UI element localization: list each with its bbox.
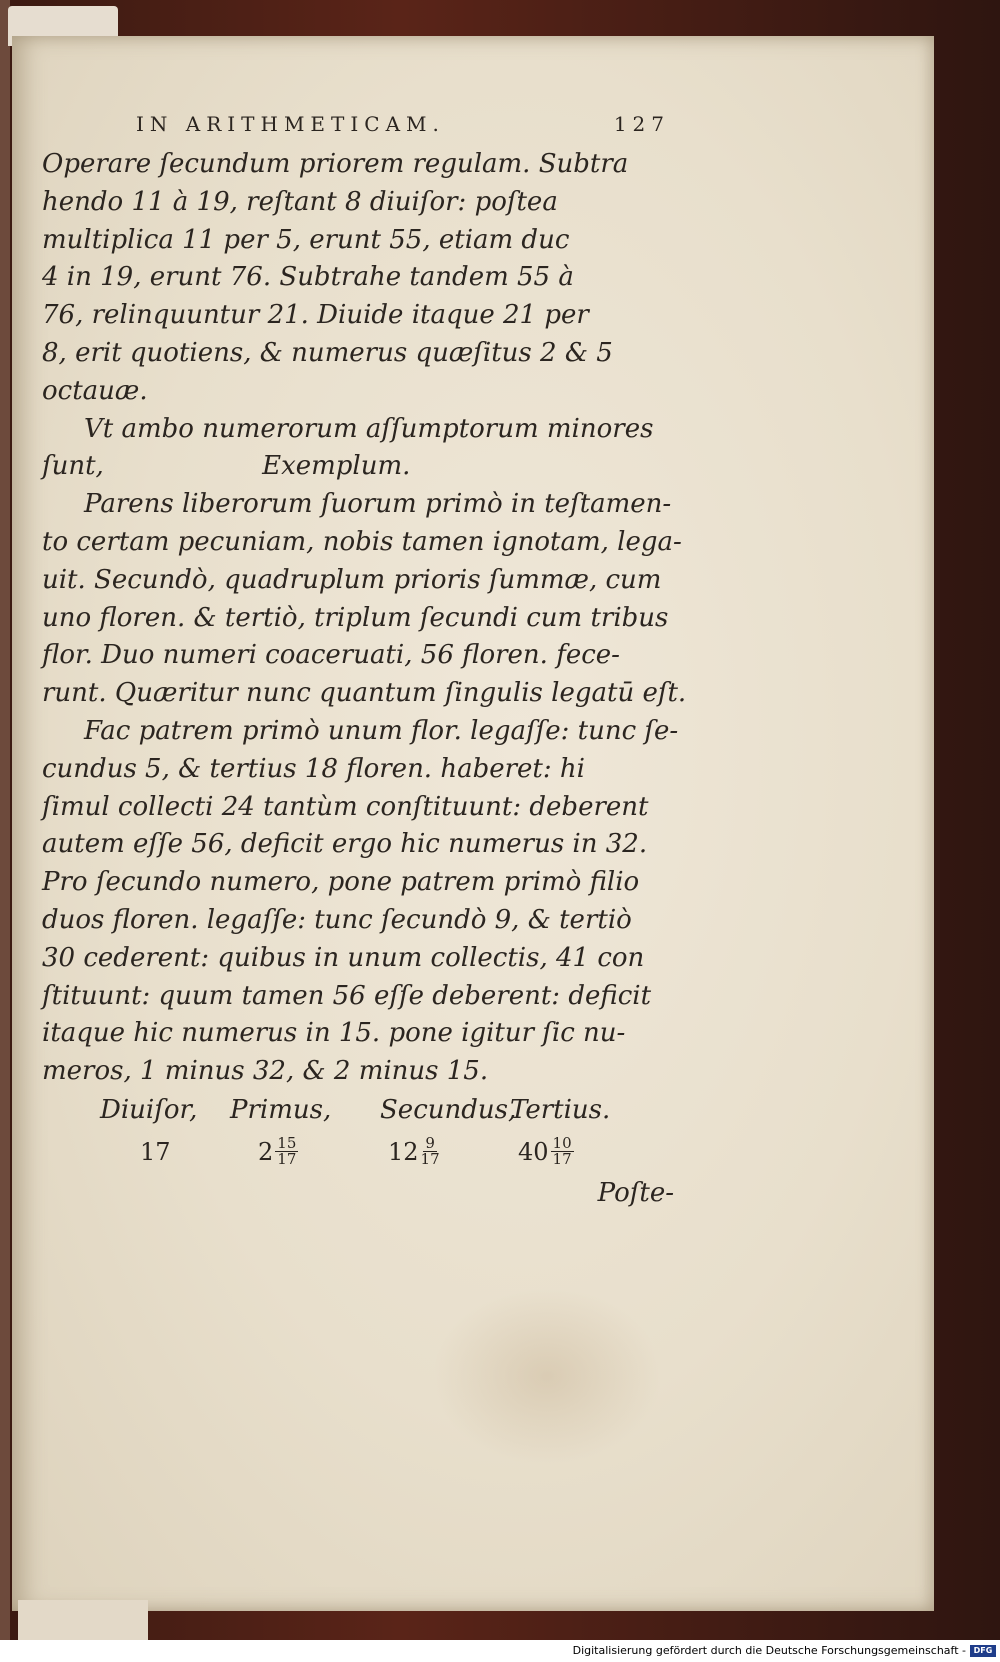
- text-line: octauæ.: [42, 375, 148, 406]
- text-line: duos floren. legaſſe: tunc ſecundò 9, & tertiò: [42, 904, 632, 935]
- text-line: Vt ambo numerorum aſſumptorum minores: [84, 413, 654, 444]
- digitization-footer: [0, 1640, 1000, 1662]
- text-fragment: ſunt,: [42, 451, 104, 482]
- text-line: [40, 448, 680, 486]
- text-line: hendo 11 à 19, reſtant 8 diuiſor: poſtea: [42, 186, 558, 217]
- fraction-denominator: 17: [420, 1150, 440, 1169]
- divisor-value: 17: [140, 1137, 171, 1166]
- text-line: itaque hic numerus in 15. pone igitur ſic nu-: [42, 1018, 626, 1049]
- text-line: uit. Secundò, quadruplum prioris ſummæ, cum: [42, 564, 662, 595]
- text-line: 4 in 19, erunt 76. Subtrahe tandem 55 à: [42, 262, 574, 293]
- text-line: Pro ſecundo numero, pone patrem primò filio: [42, 867, 640, 898]
- secundus-value: [388, 1129, 518, 1175]
- text-line: 76, relinquuntur 21. Diuide itaque 21 per: [42, 300, 589, 331]
- text-line: 8, erit quotiens, & numerus quæſitus 2 & 5: [42, 337, 613, 368]
- text-line: to certam pecuniam, nobis tamen ignotam, lega-: [42, 526, 682, 557]
- page-number: 127: [613, 112, 670, 136]
- page-tab-bottom: [18, 1600, 148, 1640]
- fraction-numerator: 9: [425, 1134, 435, 1153]
- tertius-value: [518, 1129, 618, 1175]
- fraction-denominator: 17: [552, 1150, 572, 1169]
- running-head-title: IN ARITHMETICAM.: [136, 112, 445, 136]
- fraction-denominator: 17: [277, 1150, 297, 1169]
- page-stain: [432, 1286, 662, 1466]
- text-line: flor. Duo numeri coaceruati, 56 floren. fece-: [42, 640, 620, 671]
- dfg-logo-icon: DFG: [970, 1645, 996, 1657]
- text-line: autem eſſe 56, deficit ergo hic numerus in 32.: [42, 829, 648, 860]
- fraction-numerator: 15: [277, 1134, 297, 1153]
- table-header-row: [40, 1091, 680, 1129]
- catchword: Poſte-: [597, 1177, 674, 1208]
- text-line: 30 cederent: quibus in unum collectis, 41 con: [42, 942, 645, 973]
- text-line: meros, 1 minus 32, & 2 minus 15.: [42, 1056, 489, 1087]
- text-line: runt. Quæritur nunc quantum ſingulis legatū eſt.: [42, 678, 687, 709]
- text-line: Operare ſecundum priorem regulam. Subtra: [42, 149, 629, 179]
- table-header-tertius: Tertius.: [510, 1094, 611, 1125]
- primus-value: [258, 1129, 388, 1175]
- tertius-whole: 40: [518, 1137, 549, 1166]
- exemplum-heading: Exemplum.: [262, 451, 411, 482]
- text-line: multiplica 11 per 5, erunt 55, etiam duc: [42, 224, 570, 255]
- page-text: [40, 108, 687, 1211]
- text-line: Fac patrem primò unum flor. legaſſe: tunc ſe-: [84, 715, 679, 746]
- table-value-row: [40, 1129, 680, 1175]
- tertius-fraction: [551, 1136, 574, 1167]
- secundus-fraction: [421, 1136, 440, 1167]
- primus-whole: 2: [258, 1137, 274, 1166]
- text-line: Parens liberorum ſuorum primò in teſtamen-: [84, 489, 672, 520]
- primus-fraction: [275, 1136, 298, 1167]
- text-line: cundus 5, & tertius 18 floren. haberet: hi: [42, 753, 585, 784]
- table-header-primus: Primus,: [230, 1094, 332, 1125]
- fraction-numerator: 10: [552, 1134, 572, 1153]
- book-cover-edge: [0, 0, 10, 1640]
- running-head: [40, 108, 680, 140]
- text-line: uno floren. & tertiò, triplum ſecundi cum tribus: [42, 602, 669, 633]
- text-line: ſtituunt: quum tamen 56 eſſe deberent: deficit: [42, 980, 652, 1011]
- footer-credit: Digitalisierung gefördert durch die Deutsche Forschungsgemeinschaft -: [572, 1644, 966, 1657]
- text-line: ſimul collecti 24 tantùm conſtituunt: deberent: [42, 791, 649, 822]
- table-header-divisor: Diuiſor,: [100, 1094, 198, 1125]
- secundus-whole: 12: [388, 1137, 419, 1166]
- table-header-secundus: Secundus,: [380, 1094, 517, 1125]
